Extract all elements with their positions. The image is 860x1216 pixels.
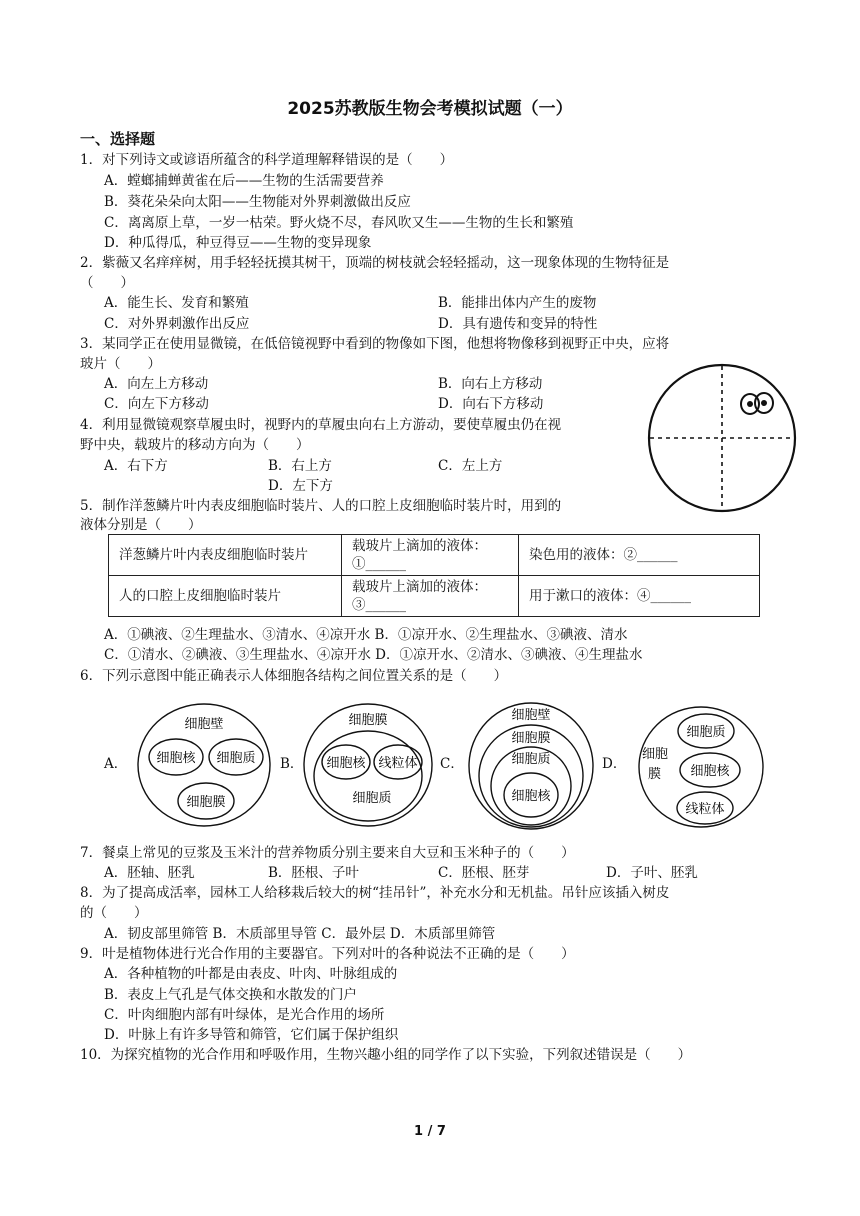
question-4-stem-cont: 野中央，载玻片的移动方向为（ ） (80, 437, 310, 453)
question-1-option-b: B．葵花朵朵向太阳——生物能对外界刺激做出反应 (104, 194, 411, 210)
diagram-d-outer-label-2: 膜 (648, 767, 662, 782)
cell-diagram-c (466, 700, 596, 832)
diagram-a-right-label: 细胞质 (216, 751, 256, 766)
diagram-a-outer-label: 细胞壁 (184, 717, 224, 732)
table-row (109, 535, 760, 576)
question-3-option-d: D．向右下方移动 (438, 396, 544, 412)
section-heading: 一、选择题 (80, 130, 156, 148)
question-3-stem: 3．某同学正在使用显微镜，在低倍镜视野中看到的物像如下图，他想将物像移到视野正中央，应将 (80, 336, 670, 352)
question-5-stem-cont: 液体分别是（ ） (80, 517, 202, 533)
question-6-option-c-label: C． (440, 756, 464, 772)
table-cell: 载玻片上滴加的液体：①______ (342, 535, 519, 576)
question-6-stem: 6．下列示意图中能正确表示人体细胞各结构之间位置关系的是（ ） (80, 668, 508, 684)
diagram-b-left-label: 细胞核 (326, 756, 366, 771)
diagram-d-bottom-label: 线粒体 (685, 802, 725, 817)
diagram-d-mid-label: 细胞核 (690, 764, 730, 779)
table-cell: 洋葱鳞片叶内表皮细胞临时装片 (109, 535, 342, 576)
question-5-options-cd: C．①清水、②碘液、③生理盐水、④凉开水 D．①凉开水、②清水、③碘液、④生理盐水 (104, 647, 643, 663)
question-9-option-a: A．各种植物的叶都是由表皮、叶肉、叶脉组成的 (104, 966, 398, 982)
question-2-stem: 2．紫薇又名痒痒树，用手轻轻抚摸其树干，顶端的树枝就会轻轻摇动，这一现象体现的生物特征是 (80, 255, 670, 271)
question-1-option-d: D．种瓜得瓜，种豆得豆——生物的变异现象 (104, 235, 372, 251)
question-3-stem-cont: 玻片（ ） (80, 356, 161, 372)
question-5-stem: 5．制作洋葱鳞片叶内表皮细胞临时装片、人的口腔上皮细胞临时装片时，用到的 (80, 498, 562, 514)
question-1-option-a: A．螳螂捕蝉黄雀在后——生物的生活需要营养 (104, 173, 384, 189)
question-6-option-a-label: A． (104, 756, 128, 772)
question-8-stem: 8．为了提高成活率，园林工人给移栽后较大的树“挂吊针”，补充水分和无机盐。吊针应该插入树皮 (80, 885, 670, 901)
question-7-option-d: D．子叶、胚乳 (606, 865, 698, 881)
table-row (109, 576, 760, 617)
diagram-d-outer-label-1: 细胞 (642, 747, 669, 762)
question-2-option-d: D．具有遗传和变异的特性 (438, 316, 598, 332)
table-cell: 用于漱口的液体：④______ (519, 576, 760, 617)
question-2-option-c: C．对外界刺激作出反应 (104, 316, 250, 332)
question-5-options-ab: A．①碘液、②生理盐水、③清水、④凉开水 B．①凉开水、②生理盐水、③碘液、清水 (104, 627, 628, 643)
page-number: 1 / 7 (414, 1124, 446, 1139)
table-cell: 人的口腔上皮细胞临时装片 (109, 576, 342, 617)
question-3-option-b: B．向右上方移动 (438, 376, 543, 392)
question-4-stem: 4．利用显微镜观察草履虫时，视野内的草履虫向右上方游动，要使草履虫仍在视 (80, 417, 562, 433)
question-4-option-c: C．左上方 (438, 458, 503, 474)
question-3-option-c: C．向左下方移动 (104, 396, 209, 412)
question-9-stem: 9．叶是植物体进行光合作用的主要器官。下列对叶的各种说法不正确的是（ ） (80, 946, 575, 962)
question-1-option-c: C．离离原上草，一岁一枯荣。野火烧不尽，春风吹又生——生物的生长和繁殖 (104, 215, 574, 231)
question-5-table (108, 534, 760, 617)
question-2-option-a: A．能生长、发育和繁殖 (104, 295, 249, 311)
diagram-c-label-2: 细胞膜 (511, 731, 551, 746)
question-9-option-d: D．叶脉上有许多导管和筛管，它们属于保护组织 (104, 1027, 399, 1043)
question-3-option-a: A．向左上方移动 (104, 376, 209, 392)
question-6-option-b-label: B． (280, 756, 304, 772)
question-2-stem-cont: （ ） (80, 275, 134, 291)
question-8-stem-cont: 的（ ） (80, 905, 148, 921)
diagram-d-top-label: 细胞质 (686, 725, 726, 740)
page-title: 2025苏教版生物会考模拟试题（一） (287, 99, 573, 119)
cell-diagram-a (134, 700, 274, 830)
diagram-b-outer-label: 细胞膜 (348, 713, 388, 728)
specimen-object (741, 393, 773, 414)
diagram-c-label-1: 细胞壁 (511, 708, 551, 723)
question-8-options: A．韧皮部里筛管 B．木质部里导管 C．最外层 D．木质部里筛管 (104, 926, 496, 942)
question-6-option-d-label: D． (602, 756, 627, 772)
question-7-option-c: C．胚根、胚芽 (438, 865, 530, 881)
diagram-c-label-4: 细胞核 (511, 789, 551, 804)
diagram-a-bottom-label: 细胞膜 (186, 795, 226, 810)
question-7-option-a: A．胚轴、胚乳 (104, 865, 195, 881)
question-10-stem: 10．为探究植物的光合作用和呼吸作用，生物兴趣小组的同学作了以下实验，下列叙述错误是（ ） (80, 1047, 692, 1063)
diagram-b-bottom-label: 细胞质 (352, 791, 392, 806)
question-4-option-a: A．右下方 (104, 458, 168, 474)
question-9-option-c: C．叶肉细胞内部有叶绿体，是光合作用的场所 (104, 1007, 385, 1023)
question-4-option-b: B．右上方 (268, 458, 332, 474)
diagram-c-label-3: 细胞质 (511, 752, 551, 767)
question-2-option-b: B．能排出体内产生的废物 (438, 295, 597, 311)
question-9-option-b: B．表皮上气孔是气体交换和水散发的门户 (104, 987, 357, 1003)
question-7-stem: 7．餐桌上常见的豆浆及玉米汁的营养物质分别主要来自大豆和玉米种子的（ ） (80, 845, 575, 861)
question-1-stem: 1．对下列诗文或谚语所蕴含的科学道理解释错误的是（ ） (80, 152, 454, 168)
diagram-a-left-label: 细胞核 (156, 751, 196, 766)
diagram-b-right-label: 线粒体 (378, 756, 418, 771)
table-cell: 染色用的液体：②______ (519, 535, 760, 576)
microscope-field-figure (646, 362, 798, 514)
question-4-option-d: D．左下方 (268, 478, 333, 494)
cell-diagram-b (300, 700, 436, 830)
cell-diagram-d (636, 704, 766, 830)
table-cell: 载玻片上滴加的液体：③______ (342, 576, 519, 617)
question-7-option-b: B．胚根、子叶 (268, 865, 359, 881)
